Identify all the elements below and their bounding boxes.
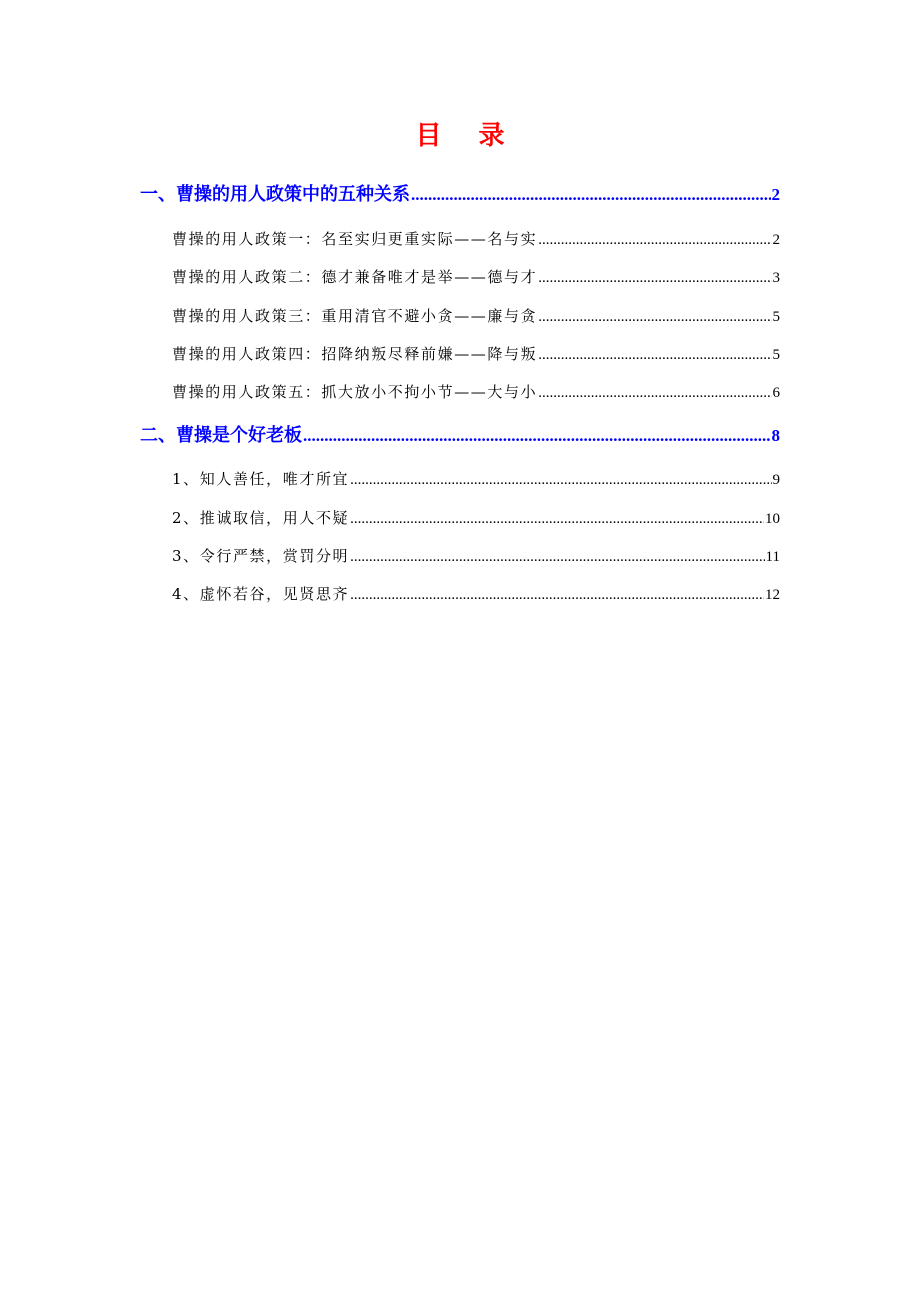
toc-entry-2-3[interactable] <box>172 545 780 567</box>
toc-entry-label: 4、虚怀若谷，见贤思齐 <box>172 585 350 603</box>
toc-page-number: 6 <box>772 385 780 401</box>
dot-leader <box>350 508 764 530</box>
toc-entry-1-5[interactable] <box>172 381 780 403</box>
dot-leader <box>411 182 771 208</box>
dot-leader <box>303 423 771 449</box>
dot-leader <box>538 344 771 366</box>
toc-entry-1-3[interactable] <box>172 305 780 327</box>
toc-entry-label: 3、令行严禁，赏罚分明 <box>172 547 350 565</box>
dot-leader <box>538 382 771 404</box>
toc-entry-1-1[interactable] <box>172 228 780 250</box>
toc-page-number: 12 <box>765 587 780 603</box>
toc-entry-label: 曹操的用人政策四：招降纳叛尽释前嫌——降与叛 <box>172 345 538 363</box>
dot-leader <box>350 584 764 606</box>
toc-entry-1-2[interactable] <box>172 266 780 288</box>
toc-title: 目 录 <box>415 121 519 151</box>
toc-page-number: 8 <box>771 426 780 445</box>
toc-page-number: 2 <box>771 185 780 204</box>
toc-section-label: 一、曹操的用人政策中的五种关系 <box>140 184 410 205</box>
toc-section-1[interactable] <box>140 182 780 208</box>
dot-leader <box>350 546 764 568</box>
toc-page-number: 2 <box>772 232 780 248</box>
toc-page-number: 5 <box>772 309 780 325</box>
toc-page-number: 11 <box>765 549 780 565</box>
toc-entry-2-4[interactable] <box>172 583 780 605</box>
toc-entry-label: 曹操的用人政策三：重用清官不避小贪——廉与贪 <box>172 307 538 325</box>
toc-entry-label: 曹操的用人政策一：名至实归更重实际——名与实 <box>172 230 538 248</box>
toc-page-number: 9 <box>772 472 780 488</box>
toc-section-2[interactable] <box>140 423 780 449</box>
toc-entry-label: 2、推诚取信，用人不疑 <box>172 509 350 527</box>
toc-entry-2-1[interactable] <box>172 468 780 490</box>
toc-section-label: 二、曹操是个好老板 <box>140 425 302 446</box>
toc-entry-1-4[interactable] <box>172 343 780 365</box>
toc-page-number: 10 <box>765 511 780 527</box>
dot-leader <box>538 267 771 289</box>
toc-entry-2-2[interactable] <box>172 507 780 529</box>
dot-leader <box>350 469 771 491</box>
toc-entry-label: 1、知人善任，唯才所宜 <box>172 470 350 488</box>
toc-entry-label: 曹操的用人政策五：抓大放小不拘小节——大与小 <box>172 383 538 401</box>
dot-leader <box>538 306 771 328</box>
dot-leader <box>538 229 771 251</box>
toc-page-number: 3 <box>772 270 780 286</box>
toc-entry-label: 曹操的用人政策二：德才兼备唯才是举——德与才 <box>172 268 538 286</box>
toc-page-number: 5 <box>772 347 780 363</box>
